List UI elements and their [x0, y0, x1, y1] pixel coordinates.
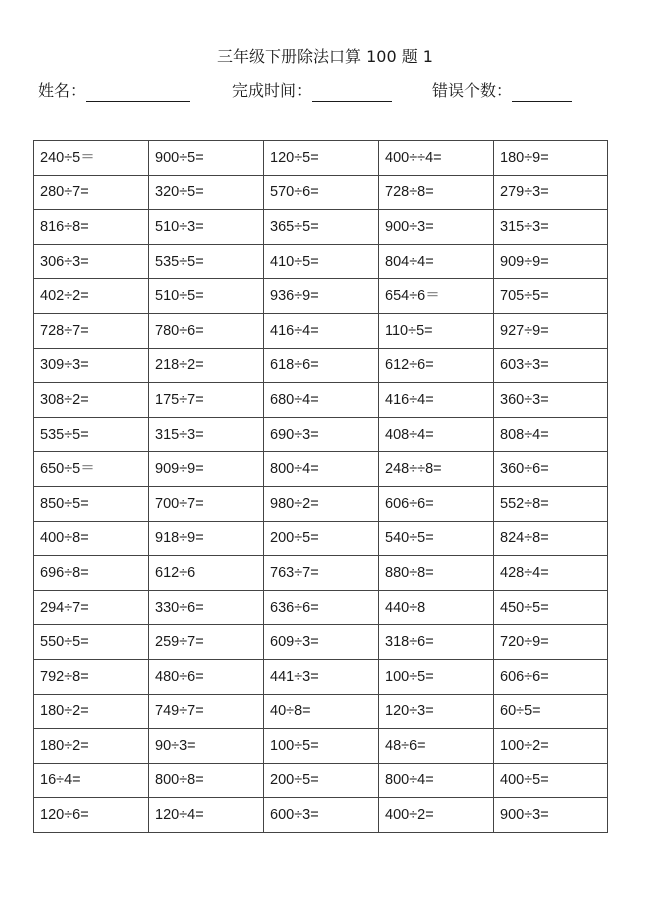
problem-cell: 120÷4=	[149, 798, 264, 833]
errors-blank[interactable]	[512, 83, 572, 102]
problem-cell: 824÷8=	[494, 521, 608, 556]
table-row	[34, 417, 608, 452]
problem-cell: 400÷÷4=	[379, 141, 494, 176]
problem-cell: 609÷3=	[264, 625, 379, 660]
problem-cell: 603÷3=	[494, 348, 608, 383]
problem-cell: 792÷8=	[34, 659, 149, 694]
problem-cell: 570÷6=	[264, 175, 379, 210]
problem-cell: 110÷5=	[379, 313, 494, 348]
problem-cell: 180÷9=	[494, 141, 608, 176]
problem-table	[33, 140, 608, 833]
problem-cell: 100÷5=	[379, 659, 494, 694]
name-field	[38, 80, 190, 102]
problem-cell: 200÷5=	[264, 521, 379, 556]
problem-cell: 780÷6=	[149, 313, 264, 348]
problem-cell: 880÷8=	[379, 556, 494, 591]
problem-cell: 804÷4=	[379, 244, 494, 279]
problem-cell: 309÷3=	[34, 348, 149, 383]
problem-cell: 400÷5=	[494, 763, 608, 798]
problem-cell: 980÷2=	[264, 486, 379, 521]
problem-cell: 606÷6=	[494, 659, 608, 694]
problem-cell: 120÷6=	[34, 798, 149, 833]
problem-cell: 408÷4=	[379, 417, 494, 452]
table-row	[34, 452, 608, 487]
problem-cell: 100÷5=	[264, 729, 379, 764]
problem-cell: 900÷5=	[149, 141, 264, 176]
problem-cell: 279÷3=	[494, 175, 608, 210]
problem-cell: 918÷9=	[149, 521, 264, 556]
problem-cell: 416÷4=	[264, 313, 379, 348]
problem-cell: 400÷2=	[379, 798, 494, 833]
problem-cell: 763÷7=	[264, 556, 379, 591]
table-row	[34, 659, 608, 694]
time-blank[interactable]	[312, 83, 392, 102]
table-row	[34, 798, 608, 833]
problem-cell: 800÷8=	[149, 763, 264, 798]
table-row	[34, 279, 608, 314]
table-row	[34, 244, 608, 279]
problem-cell: 535÷5=	[34, 417, 149, 452]
problem-cell: 749÷7=	[149, 694, 264, 729]
problem-cell: 728÷7=	[34, 313, 149, 348]
problem-cell: 259÷7=	[149, 625, 264, 660]
problem-cell: 680÷4=	[264, 383, 379, 418]
problem-cell: 816÷8=	[34, 210, 149, 245]
problem-cell: 180÷2=	[34, 694, 149, 729]
problem-cell: 48÷6=	[379, 729, 494, 764]
problem-cell: 175÷7=	[149, 383, 264, 418]
problem-cell: 308÷2=	[34, 383, 149, 418]
problem-cell: 936÷9=	[264, 279, 379, 314]
problem-cell: 360÷3=	[494, 383, 608, 418]
problem-cell: 410÷5=	[264, 244, 379, 279]
problem-cell: 900÷3=	[379, 210, 494, 245]
problem-cell: 550÷5=	[34, 625, 149, 660]
problem-cell: 180÷2=	[34, 729, 149, 764]
errors-field	[432, 80, 572, 102]
problem-cell: 510÷5=	[149, 279, 264, 314]
problem-cell: 40÷8=	[264, 694, 379, 729]
problem-cell: 927÷9=	[494, 313, 608, 348]
table-row	[34, 625, 608, 660]
problem-cell: 306÷3=	[34, 244, 149, 279]
problem-cell: 248÷÷8=	[379, 452, 494, 487]
problem-cell: 808÷4=	[494, 417, 608, 452]
problem-cell: 909÷9=	[149, 452, 264, 487]
problem-cell: 728÷8=	[379, 175, 494, 210]
table-row	[34, 175, 608, 210]
table-row	[34, 694, 608, 729]
problem-cell: 450÷5=	[494, 590, 608, 625]
problem-cell: 800÷4=	[264, 452, 379, 487]
problem-cell: 441÷3=	[264, 659, 379, 694]
table-row	[34, 729, 608, 764]
problem-cell: 606÷6=	[379, 486, 494, 521]
problem-cell: 650÷5＝	[34, 452, 149, 487]
table-row	[34, 383, 608, 418]
table-row	[34, 313, 608, 348]
problem-cell: 600÷3=	[264, 798, 379, 833]
problem-cell: 294÷7=	[34, 590, 149, 625]
problem-cell: 612÷6=	[379, 348, 494, 383]
problem-cell: 100÷2=	[494, 729, 608, 764]
time-label: 完成时间：	[232, 81, 313, 100]
table-row	[34, 486, 608, 521]
table-row	[34, 348, 608, 383]
table-row	[34, 141, 608, 176]
problem-cell: 318÷6=	[379, 625, 494, 660]
errors-label: 错误个数：	[432, 81, 513, 100]
problem-cell: 120÷3=	[379, 694, 494, 729]
time-field	[232, 80, 392, 102]
problem-cell: 636÷6=	[264, 590, 379, 625]
problem-cell: 315÷3=	[149, 417, 264, 452]
problem-cell: 535÷5=	[149, 244, 264, 279]
problem-cell: 552÷8=	[494, 486, 608, 521]
table-row	[34, 763, 608, 798]
problem-cell: 16÷4=	[34, 763, 149, 798]
problem-cell: 700÷7=	[149, 486, 264, 521]
problem-cell: 400÷8=	[34, 521, 149, 556]
problem-cell: 690÷3=	[264, 417, 379, 452]
table-row	[34, 521, 608, 556]
name-blank[interactable]	[86, 83, 190, 102]
problem-cell: 60÷5=	[494, 694, 608, 729]
problem-cell: 360÷6=	[494, 452, 608, 487]
problem-cell: 330÷6=	[149, 590, 264, 625]
problem-cell: 280÷7=	[34, 175, 149, 210]
problem-cell: 365÷5=	[264, 210, 379, 245]
problem-cell: 240÷5＝	[34, 141, 149, 176]
problem-cell: 200÷5=	[264, 763, 379, 798]
problem-cell: 120÷5=	[264, 141, 379, 176]
problem-cell: 654÷6＝	[379, 279, 494, 314]
problem-cell: 402÷2=	[34, 279, 149, 314]
problem-cell: 696÷8=	[34, 556, 149, 591]
problem-cell: 909÷9=	[494, 244, 608, 279]
problem-cell: 800÷4=	[379, 763, 494, 798]
problem-cell: 320÷5=	[149, 175, 264, 210]
problem-cell: 612÷6	[149, 556, 264, 591]
table-row	[34, 556, 608, 591]
student-info-row	[0, 80, 650, 104]
problem-cell: 720÷9=	[494, 625, 608, 660]
problem-cell: 850÷5=	[34, 486, 149, 521]
problem-cell: 618÷6=	[264, 348, 379, 383]
problem-cell: 510÷3=	[149, 210, 264, 245]
problem-cell: 480÷6=	[149, 659, 264, 694]
problem-cell: 900÷3=	[494, 798, 608, 833]
problem-cell: 428÷4=	[494, 556, 608, 591]
problem-cell: 416÷4=	[379, 383, 494, 418]
problem-cell: 440÷8	[379, 590, 494, 625]
table-row	[34, 210, 608, 245]
worksheet-title: 三年级下册除法口算 100 题 1	[217, 47, 433, 66]
problem-cell: 315÷3=	[494, 210, 608, 245]
problem-cell: 705÷5=	[494, 279, 608, 314]
name-label: 姓名：	[38, 81, 87, 100]
problem-cell: 540÷5=	[379, 521, 494, 556]
problem-cell: 90÷3=	[149, 729, 264, 764]
table-row	[34, 590, 608, 625]
problem-cell: 218÷2=	[149, 348, 264, 383]
